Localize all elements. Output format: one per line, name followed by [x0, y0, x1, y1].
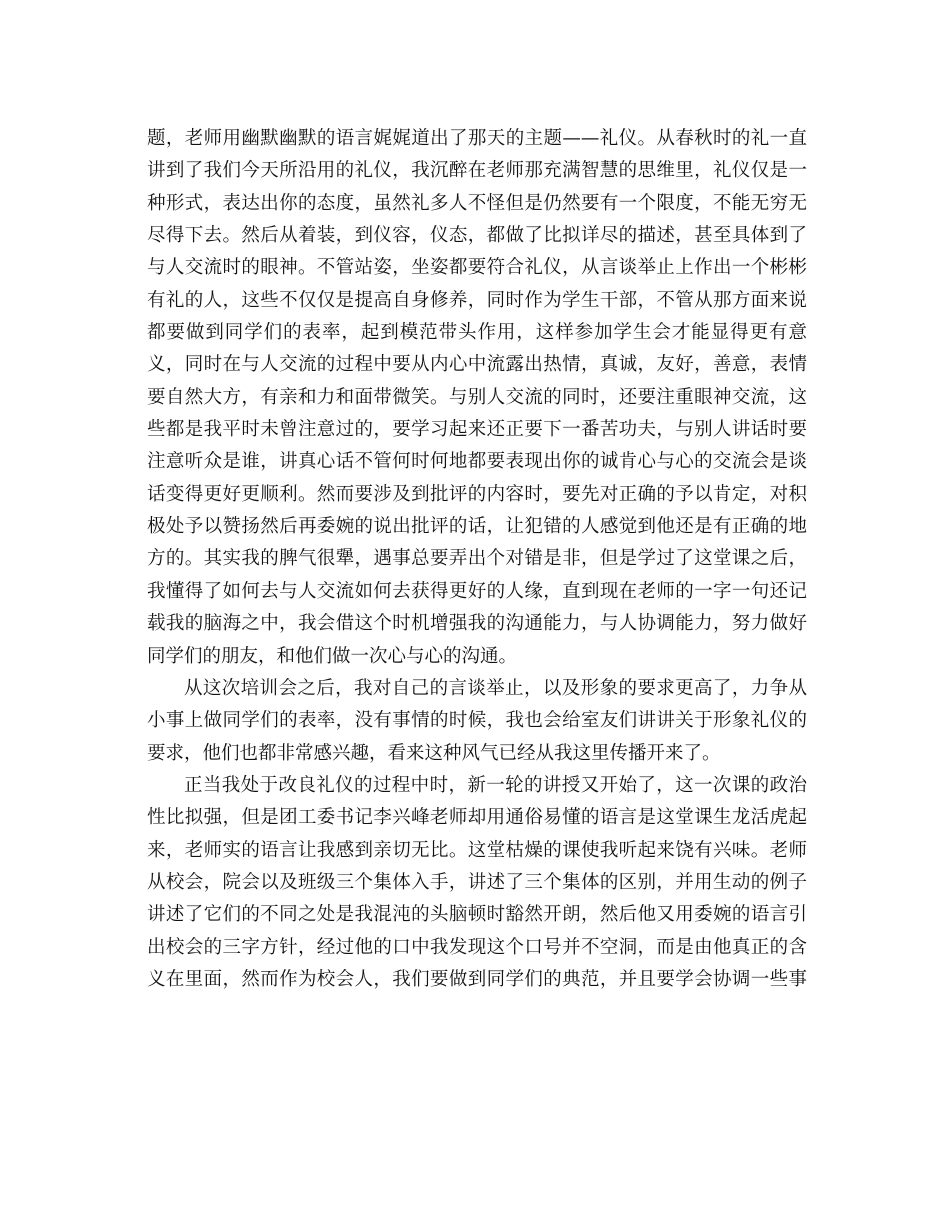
body-text [147, 123, 807, 996]
text-line: 性比拟强，但是团工委书记李兴峰老师却用通俗易懂的语言是这堂课生龙活虎起 [147, 807, 807, 829]
text-line: 义在里面，然而作为校会人，我们要做到同学们的典范，并且要学会协调一些事 [147, 968, 807, 990]
text-line: 有礼的人，这些不仅仅是提高自身修养，同时作为学生干部，不管从那方面来说 [147, 289, 807, 311]
text-line: 从这次培训会之后，我对自己的言谈举止，以及形象的要求更高了，力争从 [184, 677, 807, 699]
text-line: 义，同时在与人交流的过程中要从内心中流露出热情，真诚，友好，善意，表情 [147, 354, 807, 376]
text-line: 与人交流时的眼神。不管站姿，坐姿都要符合礼仪，从言谈举止上作出一个彬彬 [147, 257, 807, 279]
text-line: 来，老师实的语言让我感到亲切无比。这堂枯燥的课使我听起来饶有兴味。老师 [147, 839, 807, 861]
text-line: 出校会的三字方针，经过他的口中我发现这个口号并不空洞，而是由他真正的含 [147, 936, 807, 958]
text-line: 极处予以赞扬然后再委婉的说出批评的话，让犯错的人感觉到他还是有正确的地 [147, 516, 807, 538]
text-line: 从校会，院会以及班级三个集体入手，讲述了三个集体的区别，并用生动的例子 [147, 871, 807, 893]
text-line: 我懂得了如何去与人交流如何去获得更好的人缘，直到现在老师的一字一句还记 [147, 580, 807, 602]
text-line: 注意听众是谁，讲真心话不管何时何地都要表现出你的诚肯心与心的交流会是谈 [147, 451, 807, 473]
text-line: 要自然大方，有亲和力和面带微笑。与别人交流的同时，还要注重眼神交流，这 [147, 386, 807, 408]
text-line: 同学们的朋友，和他们做一次心与心的沟通。 [147, 645, 518, 667]
text-line: 小事上做同学们的表率，没有事情的时候，我也会给室友们讲讲关于形象礼仪的 [147, 710, 807, 732]
text-line: 话变得更好更顺利。然而要涉及到批评的内容时，要先对正确的予以肯定，对积 [147, 483, 807, 505]
text-line: 讲述了它们的不同之处是我混沌的头脑顿时豁然开朗，然后他又用委婉的语言引 [147, 904, 807, 926]
text-line: 要求，他们也都非常感兴趣，看来这种风气已经从我这里传播开来了。 [147, 742, 721, 764]
text-line: 方的。其实我的脾气很犟，遇事总要弄出个对错是非，但是学过了这堂课之后， [147, 548, 807, 570]
text-line: 题，老师用幽默幽默的语言娓娓道出了那天的主题——礼仪。从春秋时的礼一直 [147, 128, 807, 149]
text-line: 载我的脑海之中，我会借这个时机增强我的沟通能力，与人协调能力，努力做好 [147, 613, 807, 635]
text-line: 种形式，表达出你的态度，虽然礼多人不怪但是仍然要有一个限度，不能无穷无 [147, 192, 807, 214]
text-line: 些都是我平时未曾注意过的，要学习起来还正要下一番苦功夫，与别人讲话时要 [147, 419, 807, 441]
text-line: 都要做到同学们的表率，起到模范带头作用，这样参加学生会才能显得更有意 [147, 322, 807, 344]
text-line: 讲到了我们今天所沿用的礼仪，我沉醉在老师那充满智慧的思维里，礼仪仅是一 [147, 160, 807, 182]
text-line: 尽得下去。然后从着装，到仪容，仪态，都做了比拟详尽的描述，甚至具体到了 [147, 225, 807, 247]
text-line: 正当我处于改良礼仪的过程中时，新一轮的讲授又开始了，这一次课的政治 [184, 774, 807, 796]
